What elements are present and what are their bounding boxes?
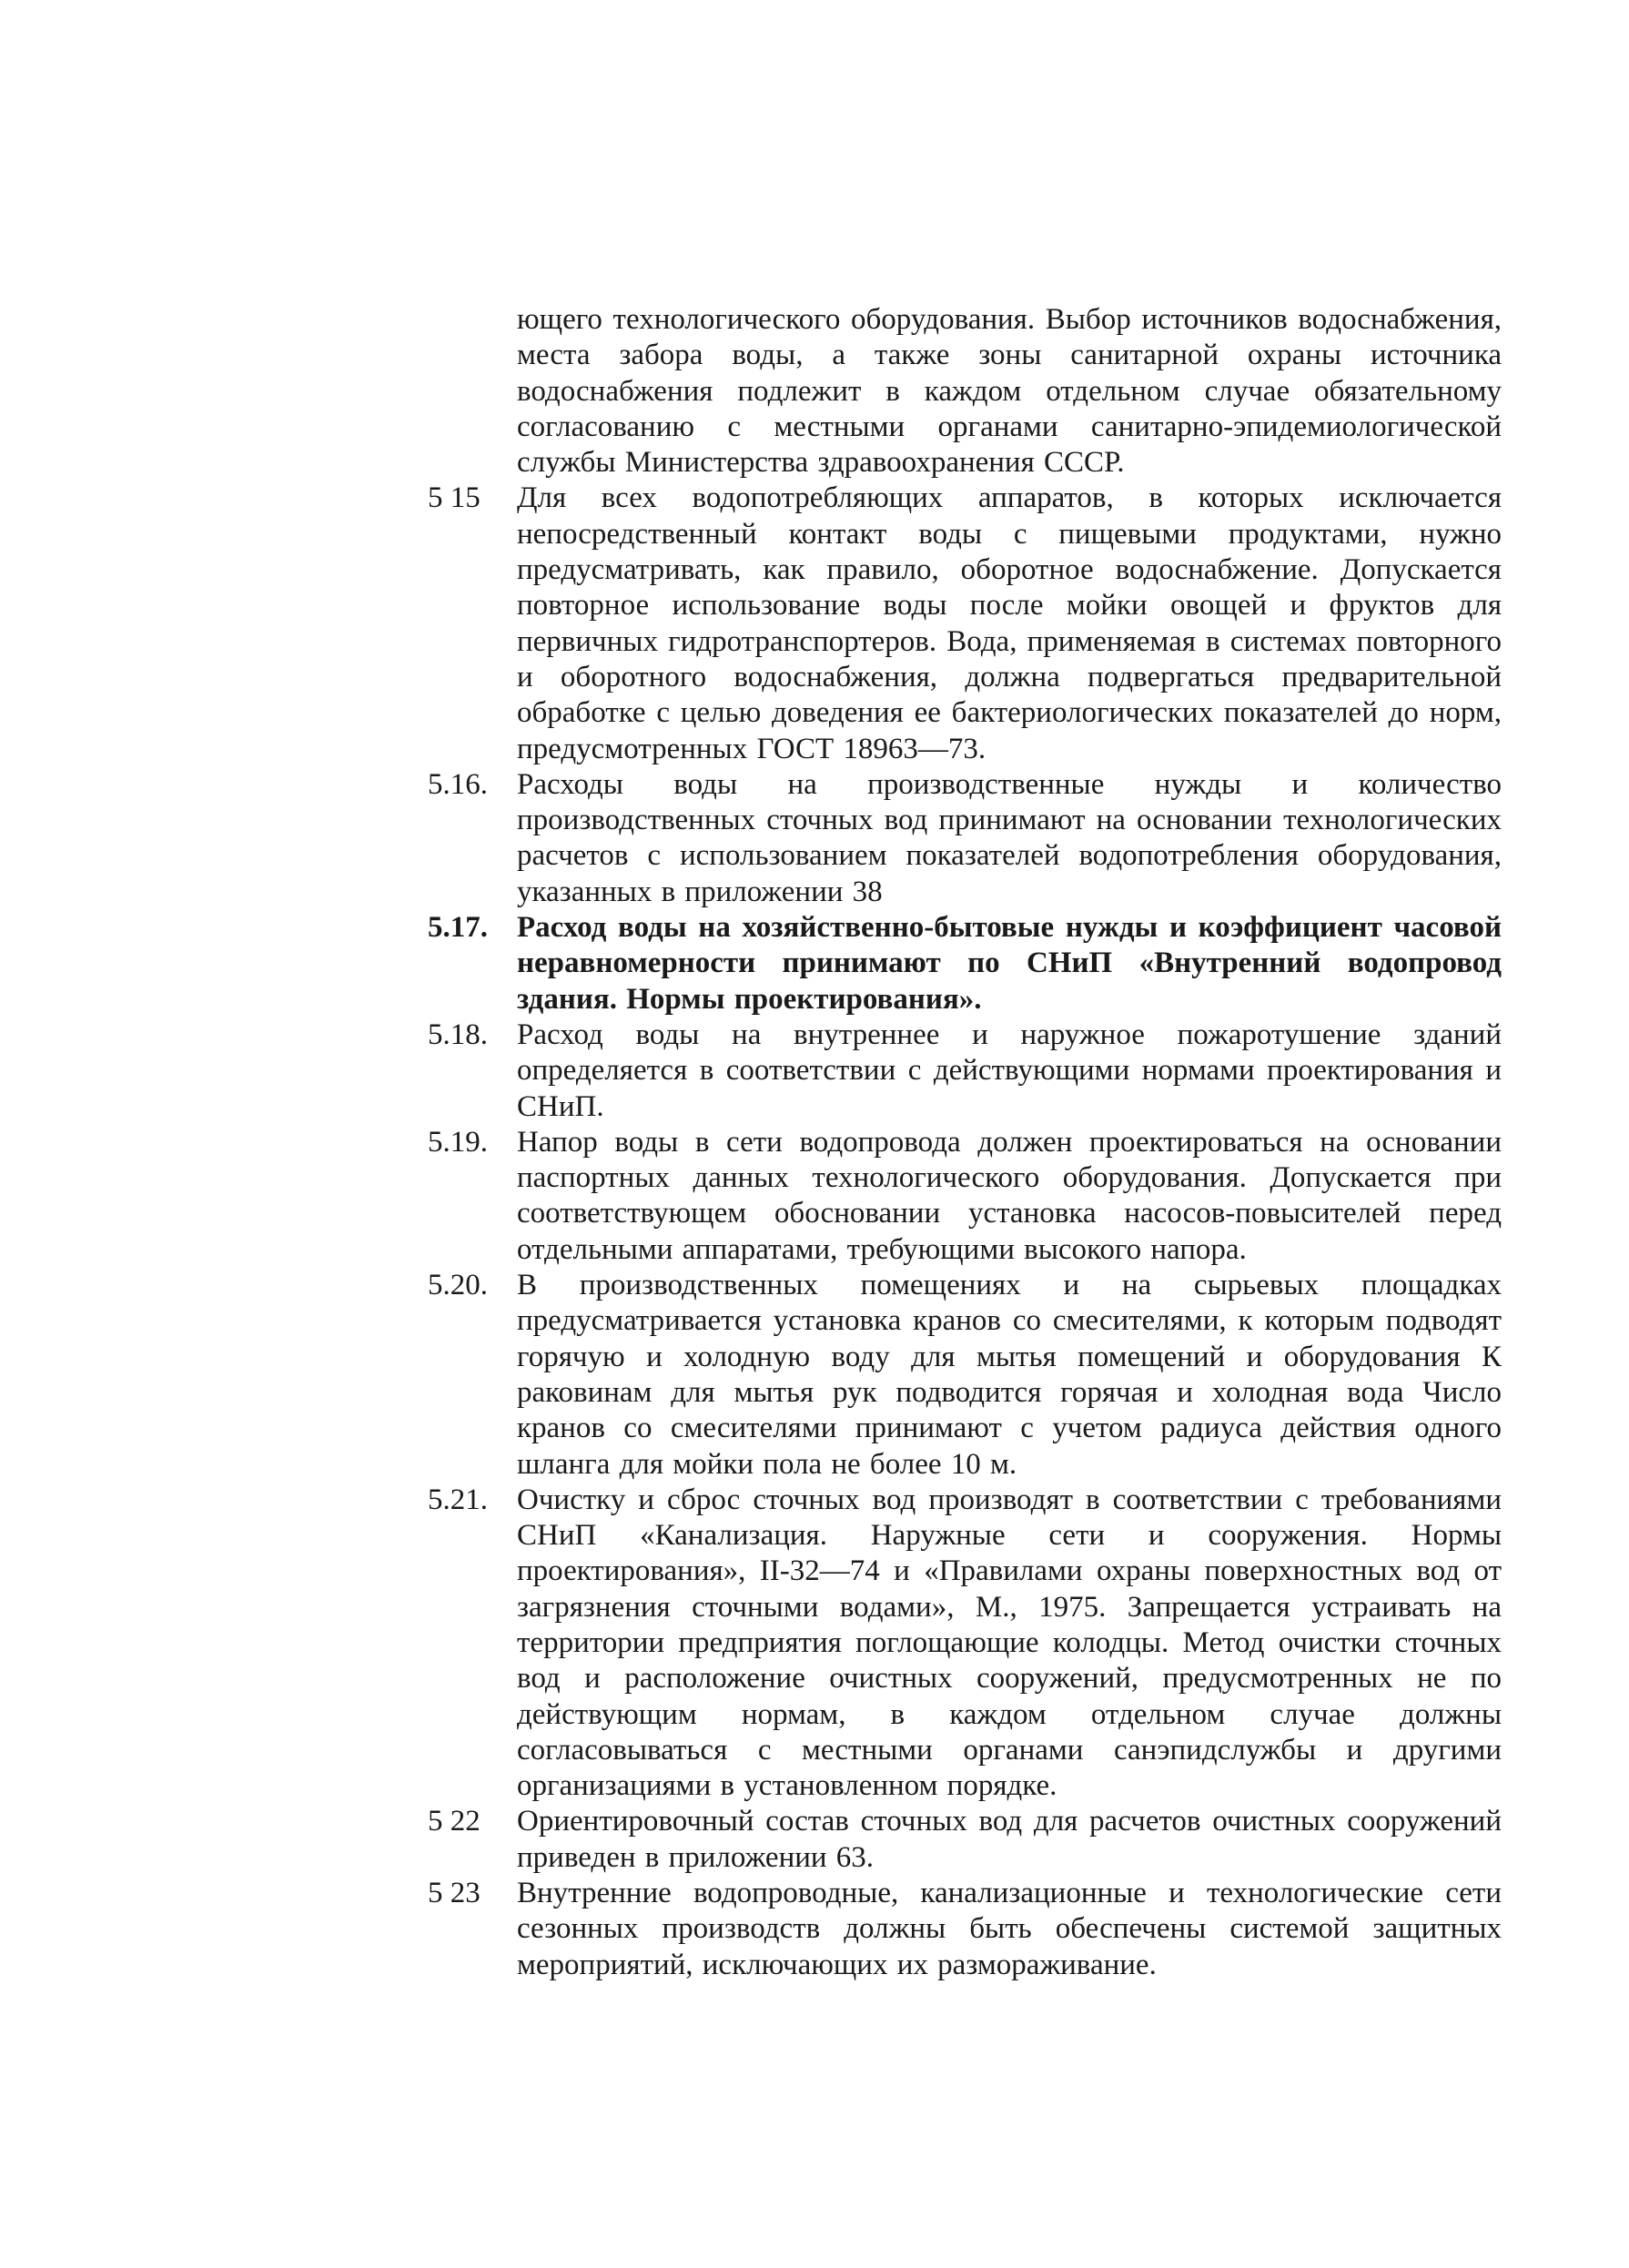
paragraph-text: Ориентировочный состав сточных вод для расчетов очистных сооружений приведен в приложении 63.	[517, 1805, 1502, 1874]
paragraph-text: Внутренние водопроводные, канализационные и технологические сети сезонных производств должны быть обеспечены системой защитных мероприятий, исключающих их размораживание.	[517, 1877, 1502, 1981]
paragraph-5-22	[428, 1804, 1502, 1876]
paragraph-5-21	[428, 1483, 1502, 1805]
paragraph-continuation	[428, 302, 1502, 481]
paragraph-5-17	[428, 910, 1502, 1018]
paragraph-number: 5 22	[428, 1805, 481, 1838]
paragraph-number: 5 15	[428, 481, 481, 515]
paragraph-number: 5.21.	[428, 1483, 488, 1516]
paragraph-5-23	[428, 1876, 1502, 1983]
paragraph-text: ющего технологического оборудования. Выбор источников водоснабжения, места забора воды, а также зоны санитарной охраны источника водоснабжения подлежит в каждом отдельном случае обязательному согласованию с местными органами санитарно-эпидемиологической службы Министерства здравоохранения СССР.	[517, 303, 1502, 480]
text-body	[428, 302, 1502, 1983]
paragraph-text: Для всех водопотребляющих аппаратов, в которых исключается непосредственный контакт воды с пищевыми продуктами, нужно предусматривать, как правило, оборотное водоснабжение. Допускается повторное использование воды после мойки овощей и фруктов для первичных гидротранспортеров. Вода, применяемая в системах повторного и оборотного водоснабжения, должна подвергаться предварительной обработке с целью доведения ее бактериологических показателей до норм, предусмотренных ГОСТ 18963—73.	[517, 481, 1502, 765]
paragraph-5-18	[428, 1018, 1502, 1125]
paragraph-text: В производственных помещениях и на сырьевых площадках предусматривается установка кранов со смесителями, к которым подводят горячую и холодную воду для мытья помещений и оборудования К раковинам для мытья рук подводится горячая и холодная вода Число кранов со смесителями принимают с учетом радиуса действия одного шланга для мойки пола не более 10 м.	[517, 1269, 1502, 1481]
paragraph-5-20	[428, 1268, 1502, 1483]
paragraph-text: Расход воды на внутреннее и наружное пожаротушение зданий определяется в соответствии с действующими нормами проектирования и СНиП.	[517, 1018, 1502, 1123]
paragraph-text: Расходы воды на производственные нужды и количество производственных сточных вод принимают на основании технологических расчетов с использованием показателей водопотребления оборудования, указанных в приложении 38	[517, 767, 1502, 908]
paragraph-number: 5.17.	[428, 911, 488, 945]
paragraph-number: 5.16.	[428, 767, 488, 801]
paragraph-5-16	[428, 767, 1502, 910]
paragraph-number: 5 23	[428, 1877, 481, 1910]
paragraph-5-15	[428, 481, 1502, 766]
paragraph-number: 5.19.	[428, 1125, 488, 1159]
paragraph-text: Напор воды в сети водопровода должен проектироваться на основании паспортных данных технологического оборудования. Допускается при соответствующем обосновании установка насосов-повысителей перед отдельными аппаратами, требующими высокого напора.	[517, 1125, 1502, 1266]
paragraph-text: Расход воды на хозяйственно-бытовые нужды и коэффициент часовой неравномерности принимают по СНиП «Внутренний водопровод здания. Нормы проектирования».	[517, 911, 1502, 1016]
paragraph-number: 5.20.	[428, 1269, 488, 1302]
paragraph-text: Очистку и сброс сточных вод производят в соответствии с требованиями СНиП «Канализация. Наружные сети и сооружения. Нормы проектирования», II-32—74 и «Правилами охраны поверхностных вод от загрязнения сточными водами», М., 1975. Запрещается устраивать на территории предприятия поглощающие колодцы. Метод очистки сточных вод и расположение очистных сооружений, предусмотренных не по действующим нормам, в каждом отдельном случае должны согласовываться с местными органами санэпидслужбы и другими организациями в установленном порядке.	[517, 1483, 1502, 1803]
paragraph-number: 5.18.	[428, 1018, 488, 1051]
paragraph-5-19	[428, 1125, 1502, 1268]
